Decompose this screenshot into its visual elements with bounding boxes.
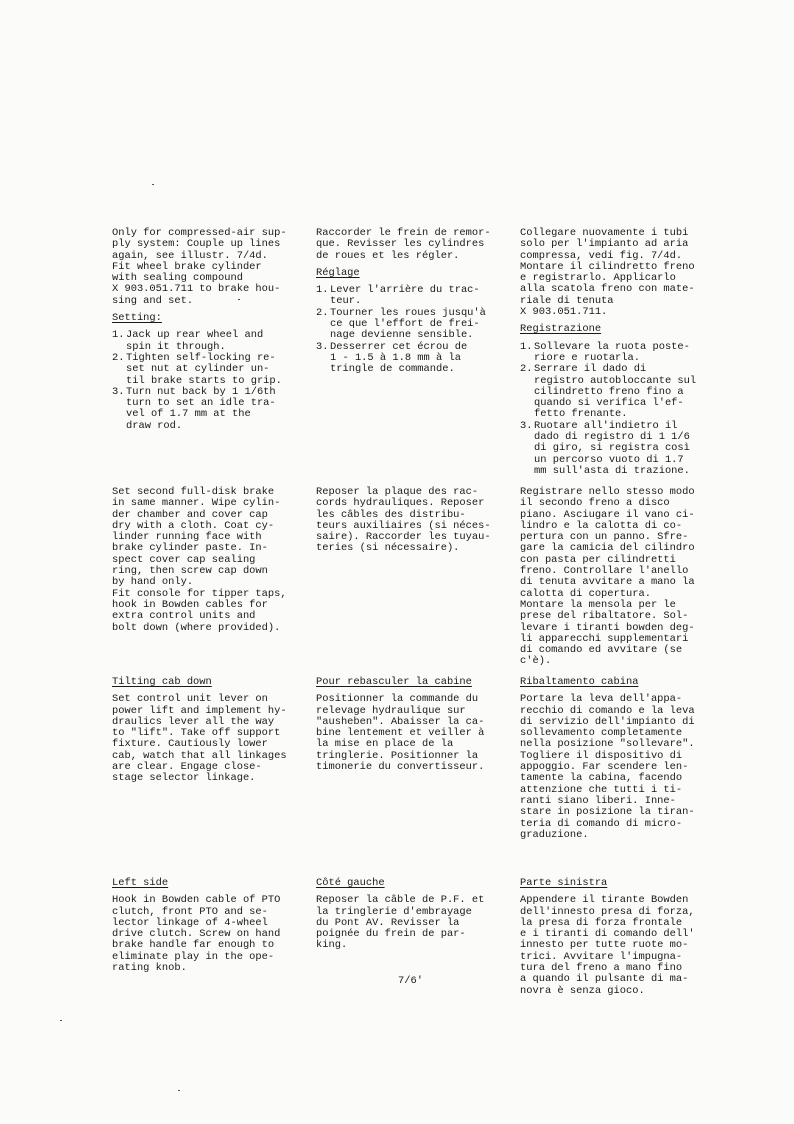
scan-speck bbox=[60, 1020, 62, 1021]
steps-list bbox=[520, 342, 712, 478]
steps-list bbox=[316, 285, 508, 375]
heading: Pour rebasculer la cabine bbox=[316, 676, 472, 688]
paragraph: Portare la leva dell'appa- recchio di comando e la leva di servizio dell'impianto di sollevamento completamente nella posizione "sollevare". Togliere il dispositivo di appoggio. Far scendere len- tamente la cabina, facendo attenzione che tutti i ti- ranti siano liberi. Inne- stare in posizione la tiran- teria di comando di micro- graduzione. bbox=[520, 693, 695, 841]
paragraph: Reposer la plaque des rac- cords hydrauliques. Reposer les câbles des distribu- teurs auxiliaires (si néces- saire). Raccorder les tuyau- teries (si nécessaire). bbox=[316, 486, 491, 555]
scan-speck bbox=[178, 1090, 180, 1091]
paragraph: Only for compressed-air sup- ply system: Couple up lines again, see illustr. 7/4d. Fit wheel brake cylinder with sealing compound X 903.051.711 to brake hou- sing and set. bbox=[112, 227, 287, 307]
step: 1. Jack up rear wheel and spin it through. bbox=[112, 329, 264, 353]
heading: Côté gauche bbox=[316, 877, 385, 889]
paragraph: Raccorder le frein de remor- que. Revisser les cylindres de roues et les régler. bbox=[316, 227, 491, 262]
step: 3. Ruotare all'indietro il dado di registro di 1 1/6 di giro, si registra così un percorso vuoto di 1.7 mm sull'asta di trazione. bbox=[520, 419, 690, 477]
section-2-fr bbox=[316, 487, 508, 555]
step: 1. Lever l'arrière du trac- teur. bbox=[316, 284, 480, 308]
paragraph: Reposer la câble de P.F. et la tringlerie d'embrayage du Pont AV. Revisser la poignée du frein de par- king. bbox=[316, 894, 485, 952]
scan-speck bbox=[152, 184, 154, 185]
heading: Ribaltamento cabina bbox=[520, 676, 639, 688]
paragraph: Set second full-disk brake in same manner. Wipe cylin- der chamber and cover cap dry with a cloth. Coat cy- linder running face with brake cylinder paste. In- spect cover cap sealing ring, then screw cap down by hand only. Fit console for tipper taps, hook in Bowden cables for extra control units and bolt down (where provided). bbox=[112, 486, 287, 634]
section-4-it bbox=[520, 878, 712, 997]
paragraph: Collegare nuovamente i tubi solo per l'impianto ad aria compressa, vedi fig. 7/4d. Montare il cilindretto freno e registrarlo. Applicarlo alla scatola freno con mate- riale di tenuta X 903.051.711. bbox=[520, 227, 695, 319]
section-4-fr bbox=[316, 878, 508, 952]
section-2-it bbox=[520, 487, 712, 668]
heading: Parte sinistra bbox=[520, 877, 608, 889]
paragraph: Positionner la commande du relevage hydraulique sur "ausheben". Abaisser la ca- bine lentement et veiller à la mise en place de la tringlerie. Positionner la timonerie du convertisseur. bbox=[316, 693, 485, 774]
step: 1. Sollevare la ruota poste- riore e ruotarla. bbox=[520, 340, 690, 364]
scan-speck bbox=[238, 299, 240, 300]
steps-list bbox=[112, 330, 304, 432]
section-1-fr bbox=[316, 228, 508, 376]
page-number: 7/6' bbox=[398, 975, 423, 987]
step: 2. Serrare il dado di registro autobloccante sul cilindretto freno fino a quando si verifica l'ef- fetto frenante. bbox=[520, 363, 697, 421]
step: 2. Tighten self-locking re- set nut at cylinder un- til brake starts to grip. bbox=[112, 351, 282, 387]
heading: Setting: bbox=[112, 312, 162, 325]
paragraph: Registrare nello stesso modo il secondo freno a disco piano. Asciugare il vano ci- lindro e la calotta di co- pertura con un panno. Sfre- gare la camicia del cilindro con pasta per cilindretti freno. Controllare l'anello di tenuta avvitare a mano la calotta di copertura. Montare la mensola per le prese del ribaltatore. Sol- levare i tiranti bowden deg- li apparecchi supplementari di comando ed avvitare (se c'è). bbox=[520, 486, 695, 668]
heading: Réglage bbox=[316, 266, 360, 279]
section-3-fr bbox=[316, 677, 508, 773]
section-1-en bbox=[112, 228, 304, 432]
heading: Tilting cab down bbox=[112, 676, 212, 688]
section-3-en bbox=[112, 677, 304, 785]
section-2-en bbox=[112, 487, 304, 634]
step: 2. Tourner les roues jusqu'à ce que l'effort de frei- nage devienne sensible. bbox=[316, 306, 486, 342]
step: 3. Desserrer cet écrou de 1 - 1.5 à 1.8 mm à la tringle de commande. bbox=[316, 340, 468, 376]
heading: Registrazione bbox=[520, 323, 602, 336]
paragraph: Hook in Bowden cable of PTO clutch, front PTO and se- lector linkage of 4-wheel drive clutch. Screw on hand brake handle far enough to eliminate play in the ope- rating knob. bbox=[112, 894, 281, 975]
section-1-it bbox=[520, 228, 712, 477]
section-4-en bbox=[112, 878, 304, 974]
paragraph: Set control unit lever on power lift and implement hy- draulics lever all the way to "lift". Take off support fixture. Cautiously lower cab, watch that all linkages are clear. Engage close- stage selector linkage. bbox=[112, 693, 287, 785]
paragraph: Appendere il tirante Bowden dell'innesto presa di forza, la presa di forza frontale e i tiranti di comando dell' innesto per tutte ruote mo- trici. Avvitare l'impugna- tura del freno a mano fino a quando il pulsante di ma- novra è senza gioco. bbox=[520, 894, 695, 997]
section-3-it bbox=[520, 677, 712, 841]
step: 3. Turn nut back by 1 1/6th turn to set an idle tra- vel of 1.7 mm at the draw rod. bbox=[112, 385, 276, 432]
heading: Left side bbox=[112, 877, 169, 889]
